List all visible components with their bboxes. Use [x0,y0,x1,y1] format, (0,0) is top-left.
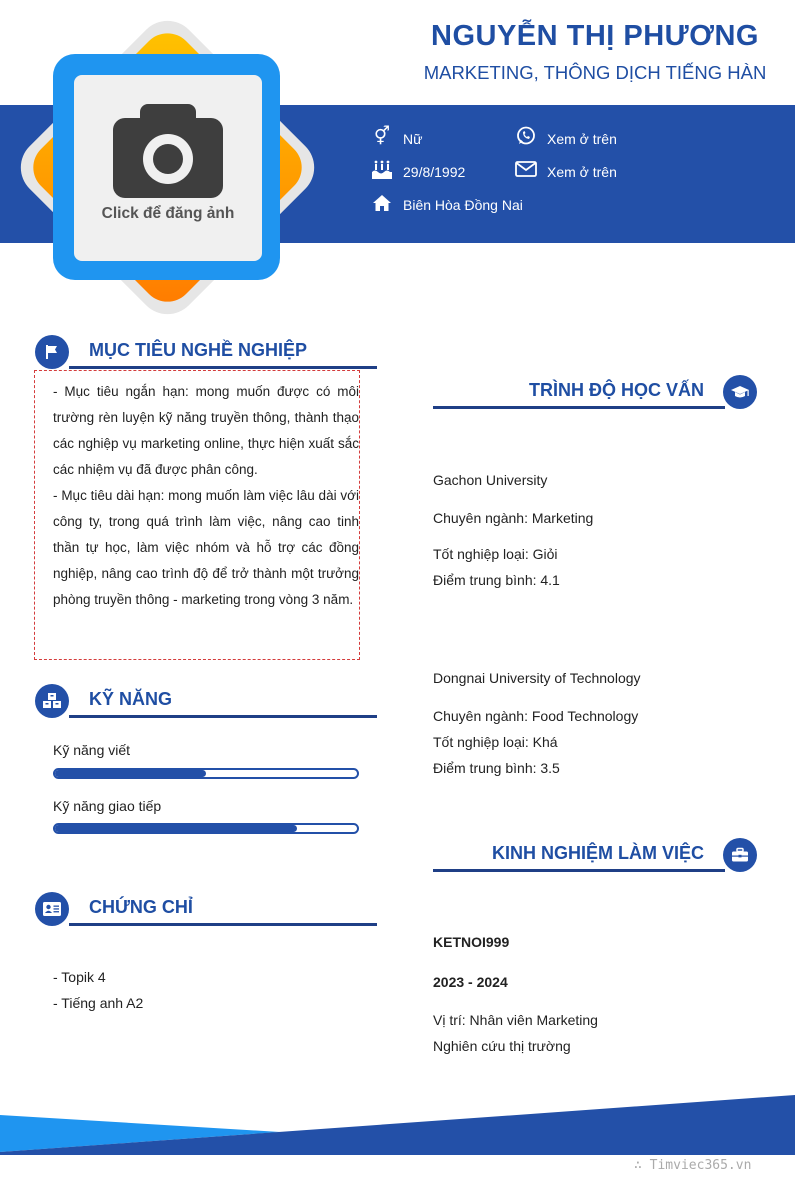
phone-value: Xem ở trên [547,131,617,147]
experience-title: KINH NGHIỆM LÀM VIỆC [491,843,704,863]
skills-icon [35,684,69,718]
education-grade: Tốt nghiệp loại: Khá [433,734,558,750]
education-gpa: Điểm trung bình: 3.5 [433,760,560,776]
experience-position: Vị trí: Nhân viên Marketing [433,1012,598,1028]
home-icon [372,194,392,217]
skill-name: Kỹ năng viết [53,742,131,758]
skill-bar [53,823,359,834]
education-divider [433,406,725,409]
education-school: Dongnai University of Technology [433,670,641,686]
gender-icon: ⚥ [373,126,391,146]
birthday-value: 29/8/1992 [403,164,466,180]
job-title: MARKETING, THÔNG DỊCH TIẾNG HÀN [423,62,767,83]
footer-wave [0,1090,795,1155]
objective-title: MỤC TIÊU NGHỀ NGHIỆP [89,340,308,360]
skill-bar-fill [55,825,297,832]
skills-title: KỸ NĂNG [89,689,173,709]
skill-bar-fill [55,770,206,777]
graduation-cap-icon [723,375,757,409]
certificate-item: - Tiếng anh A2 [53,995,144,1011]
certificates-title: CHỨNG CHỈ [89,897,193,917]
birthday-cake-icon [371,160,393,185]
experience-divider [433,869,725,872]
gender-value: Nữ [403,131,423,147]
experience-task: Nghiên cứu thị trường [433,1038,571,1054]
avatar-upload-label[interactable]: Click để đăng ảnh [101,205,235,222]
skills-divider [69,715,377,718]
education-title: TRÌNH ĐỘ HỌC VẤN [529,380,704,400]
objective-short-term: - Mục tiêu ngắn hạn: mong muốn được có môi trường rèn luyện kỹ năng truyền thông, thành thạo các nghiệp vụ marketing online, thực hiện xuất sắc các nhiệm vụ đã được phân công. [53,384,359,477]
candidate-name: NGUYỄN THỊ PHƯƠNG [431,20,759,52]
education-school: Gachon University [433,472,548,488]
education-major: Chuyên ngành: Marketing [433,510,594,526]
flag-icon [35,335,69,369]
watermark: ∴ Timviec365.vn [634,1158,752,1173]
camera-lens [153,144,183,174]
objective-divider [69,366,377,369]
education-major: Chuyên ngành: Food Technology [433,708,639,724]
objective-long-term: - Mục tiêu dài hạn: mong muốn làm việc lâu dài với công ty, trong quá trình làm việc, nâng cao tinh thần tự học, làm việc nhóm và hỗ trợ các đồng nghiệp, nâng cao trình độ để trở thành một trưởng phòng truyền thông - marketing trong vòng 3 năm. [53,488,359,607]
certificate-item: - Topik 4 [53,969,106,985]
skill-bar [53,768,359,779]
objective-box[interactable] [34,370,360,660]
phone-icon [515,126,537,151]
experience-company: KETNOI999 [433,934,510,950]
email-value: Xem ở trên [547,164,617,180]
education-gpa: Điểm trung bình: 4.1 [433,572,560,588]
skill-name: Kỹ năng giao tiếp [53,798,162,814]
certificate-icon [35,892,69,926]
certificates-divider [69,923,377,926]
address-value: Biên Hòa Đồng Nai [403,197,523,213]
briefcase-icon [723,838,757,872]
education-grade: Tốt nghiệp loại: Giỏi [433,546,558,562]
email-icon [515,161,537,182]
experience-period: 2023 - 2024 [433,974,508,990]
